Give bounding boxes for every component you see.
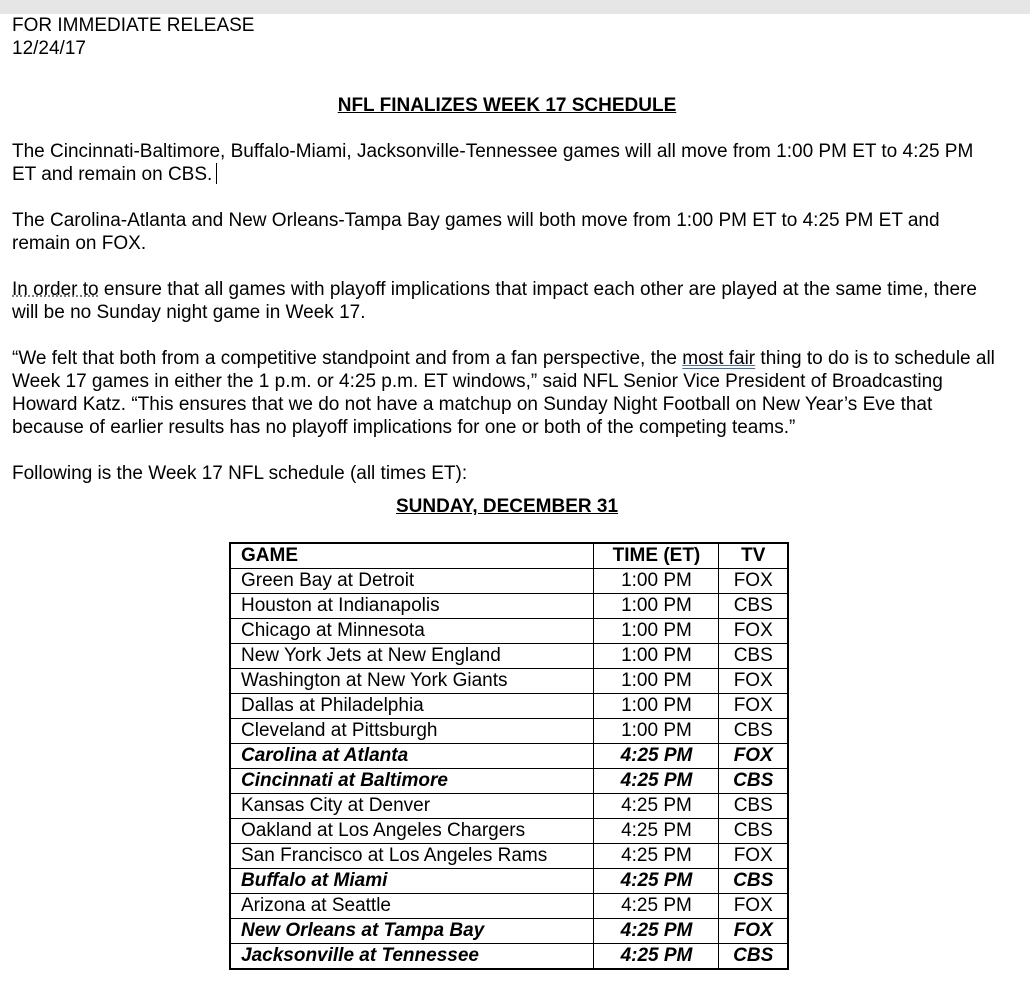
cell-game: Washington at New York Giants xyxy=(230,669,594,694)
paragraph-1 xyxy=(12,140,1002,186)
cell-game: Green Bay at Detroit xyxy=(230,569,594,594)
cell-time: 4:25 PM xyxy=(594,919,719,944)
cell-game: Cleveland at Pittsburgh xyxy=(230,719,594,744)
schedule-day-title: SUNDAY, DECEMBER 31 xyxy=(395,496,619,517)
release-date: 12/24/17 xyxy=(12,38,86,59)
column-header-tv: TV xyxy=(719,543,788,569)
cell-tv: FOX xyxy=(719,844,788,869)
table-row xyxy=(230,894,788,919)
text-cursor xyxy=(216,163,217,184)
table-row xyxy=(230,619,788,644)
paragraph-3 xyxy=(12,278,1002,324)
cell-tv: CBS xyxy=(719,794,788,819)
cell-tv: FOX xyxy=(719,619,788,644)
cell-game: Houston at Indianapolis xyxy=(230,594,594,619)
release-label: FOR IMMEDIATE RELEASE xyxy=(12,15,255,36)
cell-game: Buffalo at Miami xyxy=(230,869,594,894)
cell-tv: CBS xyxy=(719,594,788,619)
cell-time: 1:00 PM xyxy=(594,719,719,744)
cell-time: 1:00 PM xyxy=(594,669,719,694)
cell-game: Arizona at Seattle xyxy=(230,894,594,919)
paragraph-4 xyxy=(12,347,1002,439)
cell-tv: CBS xyxy=(719,644,788,669)
table-row xyxy=(230,844,788,869)
cell-tv: FOX xyxy=(719,744,788,769)
cell-tv: CBS xyxy=(719,719,788,744)
schedule-table xyxy=(229,542,789,970)
page-title: NFL FINALIZES WEEK 17 SCHEDULE xyxy=(337,95,677,116)
table-row xyxy=(230,919,788,944)
paragraph-2: The Carolina-Atlanta and New Orleans-Tampa Bay games will both move from 1:00 PM ET to 4:25 PM ET and remain on FOX. xyxy=(12,210,940,254)
table-row xyxy=(230,819,788,844)
cell-time: 4:25 PM xyxy=(594,869,719,894)
cell-time: 1:00 PM xyxy=(594,694,719,719)
cell-time: 4:25 PM xyxy=(594,894,719,919)
paragraph-3-text: ensure that all games with playoff implications that impact each other are played at the same time, there will be no Sunday night game in Week 17. xyxy=(12,279,977,323)
cell-time: 1:00 PM xyxy=(594,594,719,619)
cell-time: 1:00 PM xyxy=(594,569,719,594)
cell-tv: CBS xyxy=(719,769,788,794)
table-row xyxy=(230,569,788,594)
table-row xyxy=(230,794,788,819)
window-top-bar xyxy=(0,0,1030,14)
table-row xyxy=(230,769,788,794)
paragraph-5: Following is the Week 17 NFL schedule (all times ET): xyxy=(12,463,468,484)
cell-game: Chicago at Minnesota xyxy=(230,619,594,644)
cell-tv: CBS xyxy=(719,819,788,844)
table-row xyxy=(230,669,788,694)
column-header-time: TIME (ET) xyxy=(594,543,719,569)
paragraph-4-text-a: “We felt that both from a competitive standpoint and from a fan perspective, the xyxy=(12,348,683,369)
table-row xyxy=(230,869,788,894)
cell-game: Carolina at Atlanta xyxy=(230,744,594,769)
cell-time: 1:00 PM xyxy=(594,644,719,669)
column-header-game: GAME xyxy=(230,543,594,569)
table-row xyxy=(230,694,788,719)
table-row xyxy=(230,644,788,669)
cell-game: Jacksonville at Tennessee xyxy=(230,944,594,970)
cell-game: San Francisco at Los Angeles Rams xyxy=(230,844,594,869)
cell-time: 1:00 PM xyxy=(594,619,719,644)
table-header-row xyxy=(230,543,788,569)
cell-tv: FOX xyxy=(719,694,788,719)
paragraph-1-text: The Cincinnati-Baltimore, Buffalo-Miami, Jacksonville-Tennessee games will all move from 1:00 PM ET to 4:25 PM ET and remain on CBS. xyxy=(12,141,974,185)
cell-tv: CBS xyxy=(719,944,788,970)
cell-game: Oakland at Los Angeles Chargers xyxy=(230,819,594,844)
table-row xyxy=(230,744,788,769)
cell-tv: FOX xyxy=(719,669,788,694)
grammar-flag[interactable]: In order to xyxy=(12,279,99,300)
cell-time: 4:25 PM xyxy=(594,794,719,819)
table-row xyxy=(230,719,788,744)
paragraph-4-text-c: thing to do is to schedule all Week 17 games in either the 1 p.m. or 4:25 p.m. ET windows,” said NFL Senior Vice President of Broadcasting Howard Katz. “This ensures that we do not have a matchup on Sunday Night Football on New Year’s Eve that because of earlier results has no playoff implications for one or both of the competing teams.” xyxy=(12,348,995,438)
cell-tv: FOX xyxy=(719,569,788,594)
cell-time: 4:25 PM xyxy=(594,769,719,794)
cell-game: New York Jets at New England xyxy=(230,644,594,669)
table-row xyxy=(230,944,788,970)
grammar-flag-most-fair[interactable]: most fair xyxy=(682,348,756,369)
cell-game: Dallas at Philadelphia xyxy=(230,694,594,719)
cell-game: Cincinnati at Baltimore xyxy=(230,769,594,794)
cell-time: 4:25 PM xyxy=(594,744,719,769)
schedule-table-body xyxy=(230,569,788,970)
cell-tv: FOX xyxy=(719,919,788,944)
cell-game: Kansas City at Denver xyxy=(230,794,594,819)
table-row xyxy=(230,594,788,619)
cell-time: 4:25 PM xyxy=(594,944,719,970)
cell-time: 4:25 PM xyxy=(594,819,719,844)
cell-time: 4:25 PM xyxy=(594,844,719,869)
cell-tv: FOX xyxy=(719,894,788,919)
document-body xyxy=(12,14,1002,485)
cell-tv: CBS xyxy=(719,869,788,894)
cell-game: New Orleans at Tampa Bay xyxy=(230,919,594,944)
